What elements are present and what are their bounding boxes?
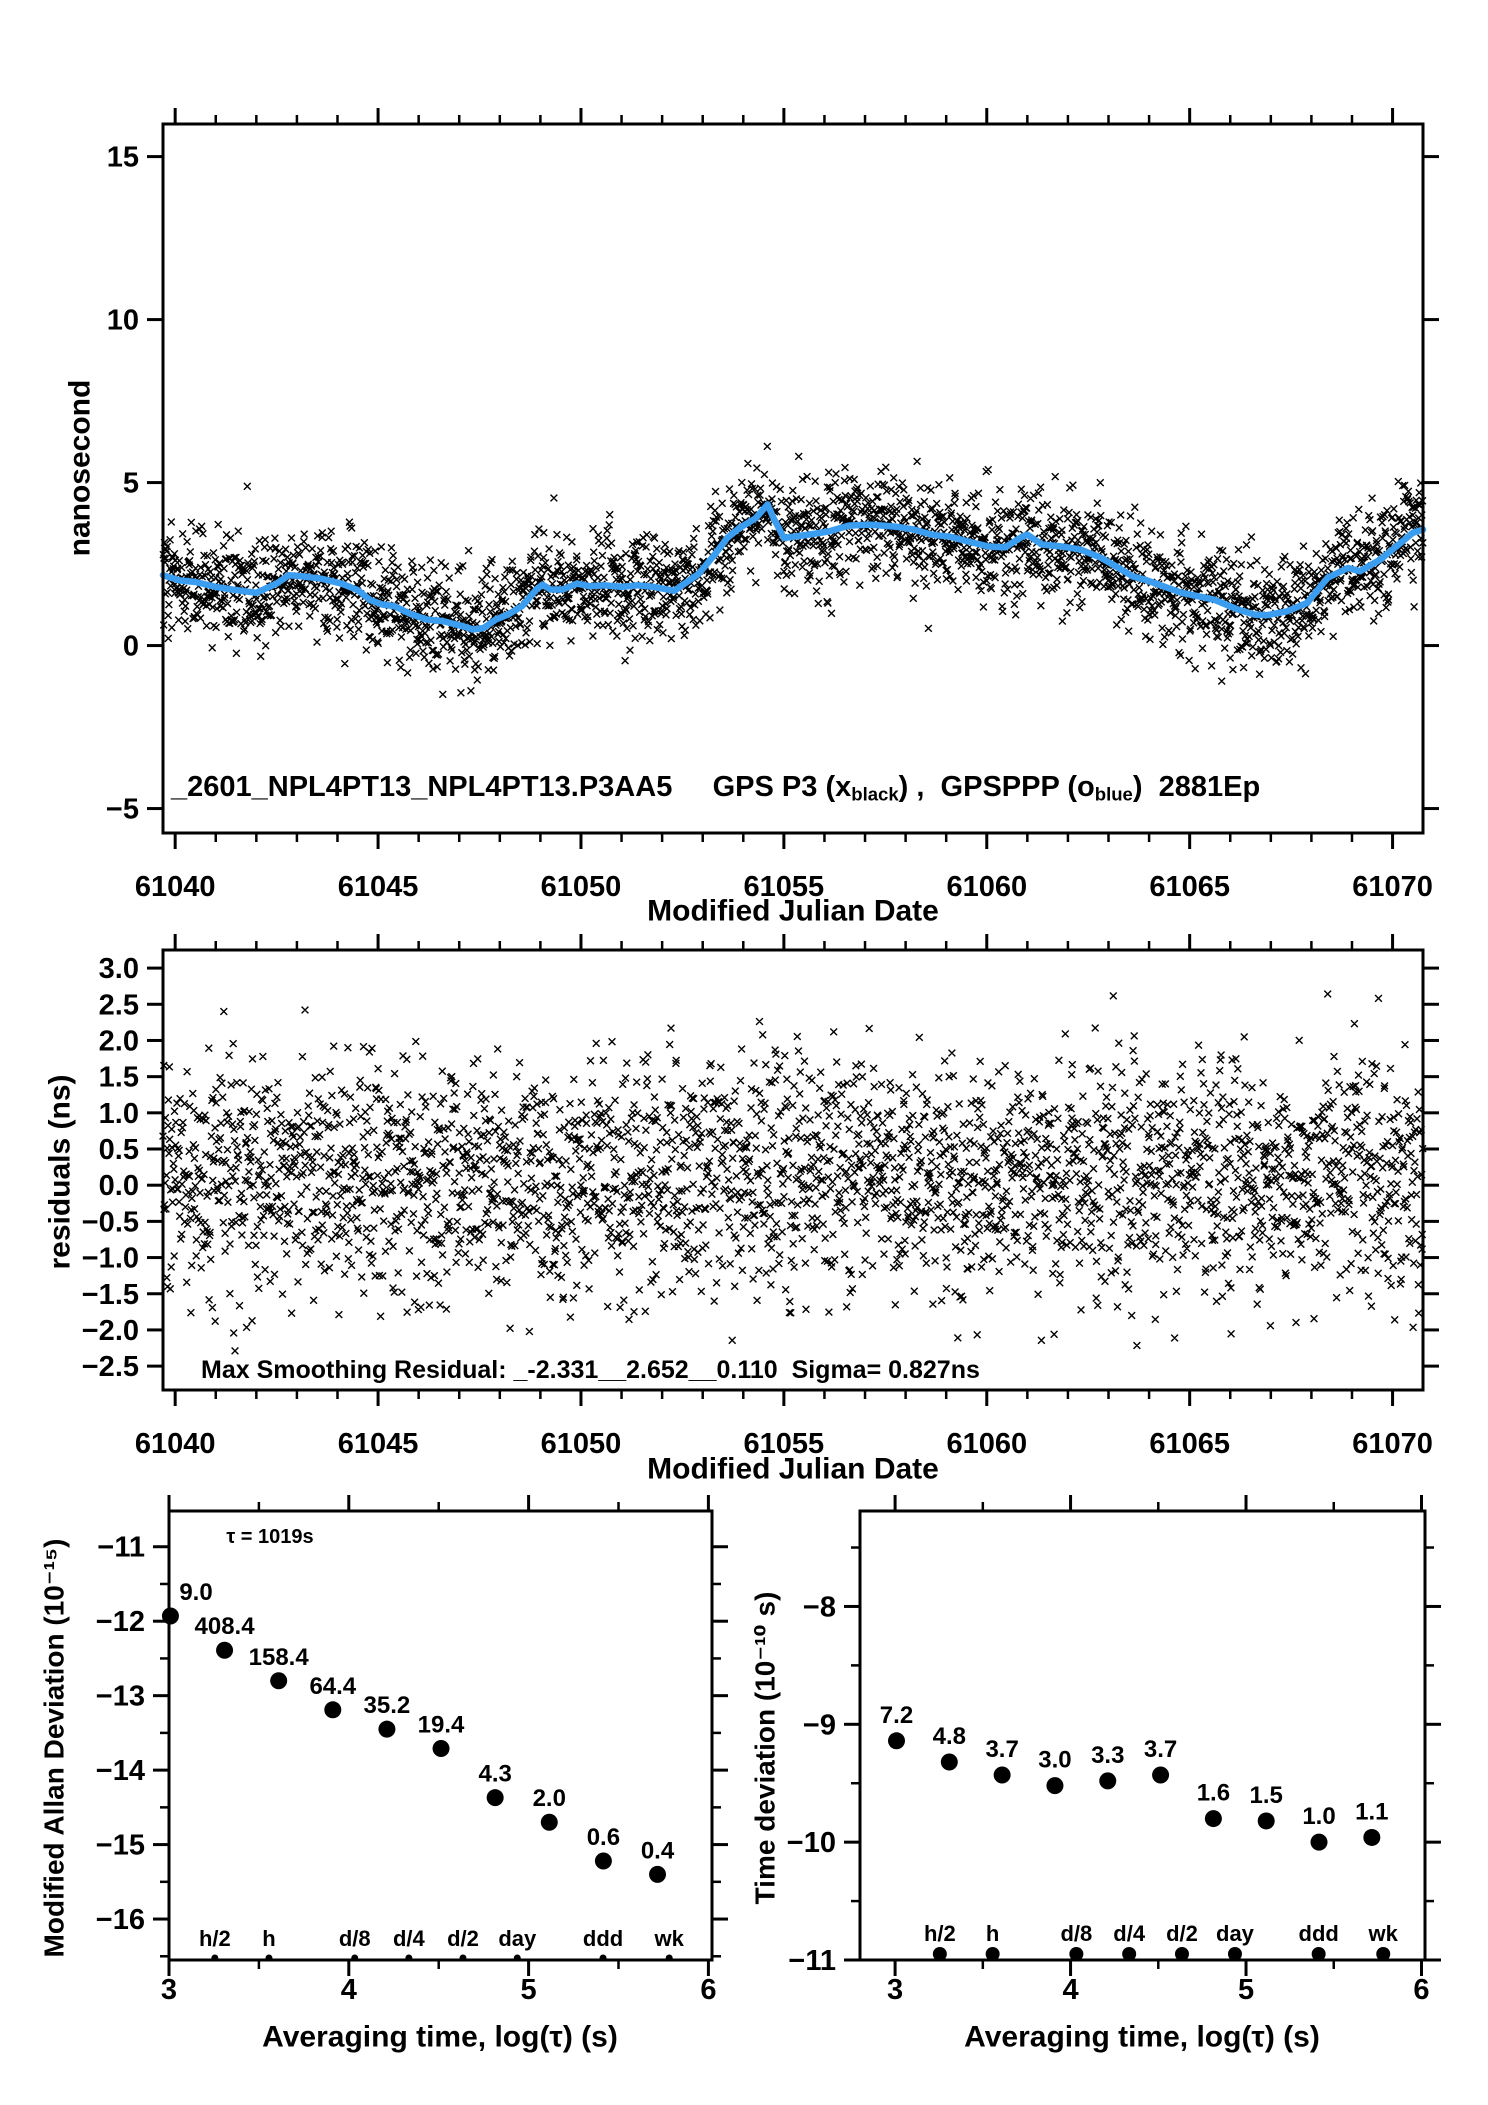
data-point (1311, 1834, 1328, 1851)
point-value-label: 4.3 (478, 1760, 512, 1788)
time-marker-dot (986, 1947, 1000, 1961)
time-marker-dot (351, 1955, 358, 1962)
time-marker-label: wk (654, 1926, 684, 1951)
time-marker-dot (1228, 1947, 1242, 1961)
x-tick-label: 4 (340, 1974, 357, 2006)
y-tick-label: −15 (95, 1829, 145, 1862)
y-tick-label: 0 (122, 630, 139, 663)
time-marker-dot (666, 1955, 673, 1962)
time-marker-label: h (262, 1926, 276, 1951)
y-tick-label: −2.0 (81, 1314, 139, 1347)
y-tick-label: −1.0 (81, 1242, 139, 1275)
ylabel-top-panel: nanosecond (63, 379, 97, 557)
x-tick-label: 61070 (1352, 1428, 1433, 1460)
title-subscript: black (851, 783, 899, 805)
point-value-label: 3.7 (1143, 1735, 1178, 1763)
point-value-label: 64.4 (309, 1672, 357, 1700)
panel-mdev (96, 1495, 728, 2006)
data-point (1046, 1777, 1063, 1794)
xlabel-residuals-panel: Modified Julian Date (647, 1452, 939, 1486)
time-marker-dot (405, 1955, 412, 1962)
title-subscript: blue (1094, 783, 1133, 805)
x-tick-label: 5 (1237, 1974, 1255, 2006)
point-value-label: 0.6 (586, 1823, 621, 1851)
y-tick-label: −1.5 (81, 1278, 139, 1311)
title-text: ) , GPSPPP (o (898, 771, 1095, 803)
y-tick-label: 0.5 (98, 1134, 139, 1167)
y-tick-label: −9 (802, 1709, 836, 1742)
title-text: ) 2881Ep (1132, 771, 1261, 803)
x-tick-label: 61070 (1352, 871, 1433, 903)
time-marker-label: h/2 (198, 1926, 231, 1951)
time-marker-label: d/4 (392, 1926, 425, 1951)
point-value-label: 1.5 (1249, 1781, 1283, 1809)
x-tick-label: 61065 (1149, 1428, 1230, 1460)
data-point (1205, 1810, 1222, 1827)
y-tick-label: 0.0 (98, 1170, 139, 1203)
time-marker-label: h (985, 1921, 1000, 1946)
data-point (216, 1642, 233, 1659)
y-tick-label: −10 (786, 1827, 836, 1860)
data-point (1099, 1772, 1116, 1789)
point-value-label: 3.7 (985, 1735, 1019, 1763)
y-tick-label: −0.5 (81, 1206, 139, 1239)
panel-frame (163, 124, 1423, 833)
point-value-label: 158.4 (248, 1643, 309, 1671)
time-marker-label: d/2 (1166, 1921, 1198, 1946)
point-value-label: 3.3 (1091, 1741, 1125, 1769)
point-value-label: 1.0 (1302, 1803, 1336, 1831)
x-tick-label: 61055 (743, 871, 825, 903)
data-point (649, 1866, 666, 1883)
y-tick-label: 1.5 (98, 1061, 139, 1094)
x-tick-label: 61065 (1149, 871, 1230, 903)
y-tick-label: −11 (97, 1531, 145, 1564)
time-marker-dot (1175, 1947, 1189, 1961)
y-tick-label: 3.0 (98, 953, 139, 986)
point-value-label: 2.0 (532, 1785, 566, 1813)
x-tick-label: 61060 (946, 871, 1028, 903)
xlabel-mdev-panel: Averaging time, log(τ) (s) (262, 2020, 618, 2054)
y-tick-label: −16 (95, 1904, 145, 1937)
time-marker-label: d/2 (447, 1926, 479, 1951)
y-tick-label: −14 (95, 1755, 145, 1788)
time-marker-label: wk (1368, 1921, 1398, 1946)
point-value-label: 3.0 (1038, 1746, 1072, 1774)
data-point (324, 1701, 341, 1718)
data-point (1363, 1829, 1380, 1846)
time-marker-label: d/8 (338, 1926, 371, 1951)
time-marker-label: d/4 (1113, 1921, 1146, 1946)
y-tick-label: −2.5 (81, 1351, 139, 1384)
point-value-label: 0.4 (640, 1837, 675, 1865)
time-marker-label: d/8 (1060, 1921, 1093, 1946)
y-tick-label: 15 (106, 141, 139, 174)
scatter-points (160, 443, 1426, 698)
time-marker-label: day (498, 1926, 537, 1951)
xlabel-tdev-panel: Averaging time, log(τ) (s) (964, 2020, 1320, 2054)
time-marker-dot (1122, 1947, 1136, 1961)
y-tick-label: 2.0 (98, 1025, 139, 1058)
data-point (270, 1672, 287, 1689)
x-tick-label: 4 (1062, 1974, 1079, 2006)
time-marker-dot (1376, 1947, 1390, 1961)
time-marker-label: day (1216, 1921, 1254, 1946)
y-tick-label: 1.0 (98, 1097, 139, 1130)
time-marker-dot (211, 1955, 218, 1962)
time-marker-dot (933, 1947, 947, 1961)
time-marker-dot (1312, 1947, 1326, 1961)
x-tick-label: 6 (700, 1974, 717, 2006)
data-point (888, 1732, 905, 1749)
data-point (941, 1754, 958, 1771)
y-tick-label: −8 (802, 1591, 836, 1624)
data-point (1152, 1766, 1169, 1783)
time-marker-label: ddd (1298, 1921, 1339, 1946)
scatter-points (160, 991, 1427, 1355)
ylabel-tdev-panel: Time deviation (10⁻¹⁰ s) (749, 1591, 781, 1905)
x-tick-label: 61040 (134, 1428, 216, 1460)
y-tick-label: 10 (106, 304, 139, 337)
x-tick-label: 3 (160, 1974, 178, 2006)
y-tick-label: −5 (105, 793, 139, 826)
point-value-label: 7.2 (879, 1701, 914, 1729)
y-tick-label: 2.5 (98, 989, 139, 1022)
time-marker-dot (265, 1955, 272, 1962)
top-panel-title (171, 772, 1260, 805)
data-point (433, 1740, 450, 1757)
xlabel-top-panel: Modified Julian Date (647, 894, 939, 928)
data-point (378, 1721, 395, 1738)
data-point (994, 1766, 1011, 1783)
x-tick-label: 61050 (540, 1428, 622, 1460)
x-tick-label: 61040 (134, 871, 216, 903)
x-tick-label: 5 (520, 1974, 537, 2006)
x-tick-label: 61060 (946, 1428, 1028, 1460)
time-marker-label: ddd (582, 1926, 624, 1951)
time-marker-dot (600, 1955, 607, 1962)
x-tick-label: 6 (1413, 1974, 1430, 2006)
y-tick-label: 5 (122, 467, 139, 500)
data-point (541, 1814, 558, 1831)
x-tick-label: 61045 (337, 1428, 419, 1460)
ylabel-mdev-panel: Modified Allan Deviation (10⁻¹⁵) (38, 1538, 70, 1958)
time-marker-dot (459, 1955, 466, 1962)
data-point (487, 1789, 504, 1806)
x-tick-label: 61055 (743, 1428, 825, 1460)
point-value-label: 1.6 (1196, 1779, 1231, 1807)
point-value-label: 1.1 (1355, 1798, 1389, 1826)
time-marker-label: h/2 (923, 1921, 956, 1946)
x-tick-label: 3 (887, 1974, 904, 2006)
y-tick-label: −11 (788, 1945, 836, 1977)
point-value-label: 4.8 (932, 1723, 966, 1751)
title-text: _2601_NPL4PT13_NPL4PT13.P3AA5 GPS P3 (x (171, 771, 852, 803)
data-point (1258, 1812, 1275, 1829)
x-tick-label: 61050 (540, 871, 622, 903)
point-value-label: 9.0 (179, 1578, 213, 1606)
data-point (595, 1852, 612, 1869)
tau-annotation: τ = 1019s (226, 1526, 314, 1548)
point-value-label: 19.4 (417, 1711, 465, 1739)
y-tick-label: −13 (95, 1680, 145, 1713)
point-value-label: 408.4 (194, 1613, 255, 1641)
y-tick-label: −12 (95, 1606, 145, 1639)
time-marker-dot (1069, 1947, 1083, 1961)
panel-tdev (787, 1495, 1441, 2006)
residuals-annotation: Max Smoothing Residual: _-2.331__2.652__0.110 Sigma= 0.827ns (201, 1356, 980, 1384)
time-marker-dot (514, 1955, 521, 1962)
ylabel-residuals-panel: residuals (ns) (43, 1074, 77, 1270)
data-point (162, 1607, 179, 1624)
point-value-label: 35.2 (363, 1692, 411, 1720)
x-tick-label: 61045 (337, 871, 419, 903)
